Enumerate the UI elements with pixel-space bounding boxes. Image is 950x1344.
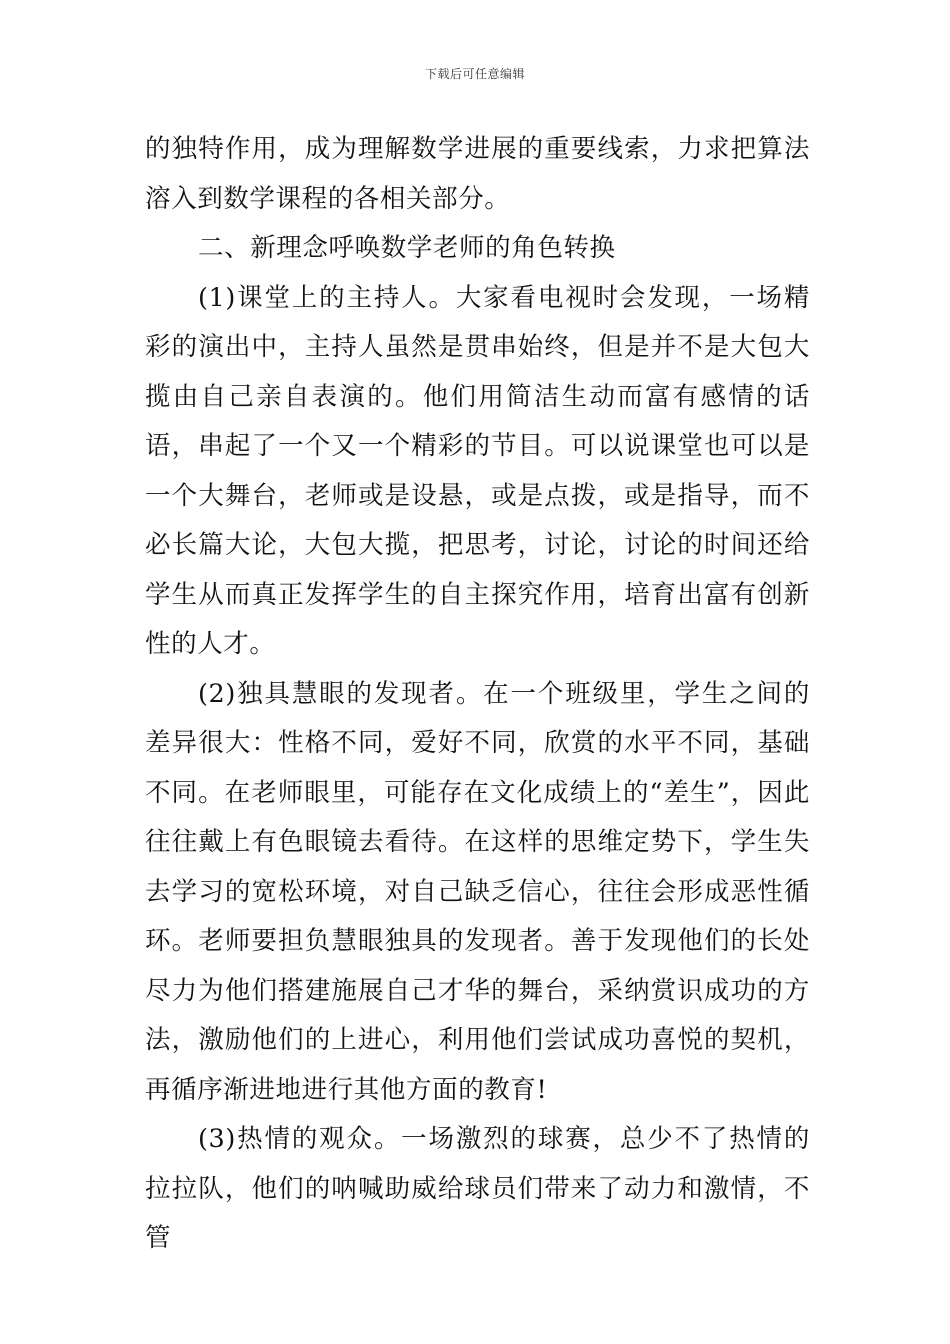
paragraph-audience: (3)热情的观众。一场激烈的球赛，总少不了热情的拉拉队，他们的呐喊助威给球员们带来了动力和激情，不管 <box>145 1124 810 1253</box>
paragraph-discoverer: (2)独具慧眼的发现者。在一个班级里，学生之间的差异很大：性格不同，爱好不同，欣赏的水平不同，基础不同。在老师眼里，可能存在文化成绩上的“差生”，因此往往戴上有色眼镜去看待。在这样的思维定势下，学生失去学习的宽松环境，对自己缺乏信心，往往会形成恶性循环。老师要担负慧眼独具的发现者。善于发现他们的长处尽力为他们搭建施展自己才华的舞台，采纳赏识成功的方法，激励他们的上进心，利用他们尝试成功喜悦的契机，再循序渐进地进行其他方面的教育! <box>145 678 810 1105</box>
document-body <box>145 125 810 1264</box>
paragraph-host: (1)课堂上的主持人。大家看电视时会发现，一场精彩的演出中，主持人虽然是贯串始终，但是并不是大包大揽由自己亲自表演的。他们用简洁生动而富有感情的话语，串起了一个又一个精彩的节目。可以说课堂也可以是一个大舞台，老师或是设悬，或是点拨，或是指导，而不必长篇大论，大包大揽，把思考，讨论，讨论的时间还给学生从而真正发挥学生的自主探究作用，培育出富有创新性的人才。 <box>145 282 810 659</box>
paragraph-continuation: 的独特作用，成为理解数学进展的重要线索，力求把算法溶入到数学课程的各相关部分。 <box>145 134 810 214</box>
page-header: 下载后可任意编辑 <box>424 67 525 81</box>
section-heading: 二、新理念呼唤数学老师的角色转换 <box>198 233 616 263</box>
